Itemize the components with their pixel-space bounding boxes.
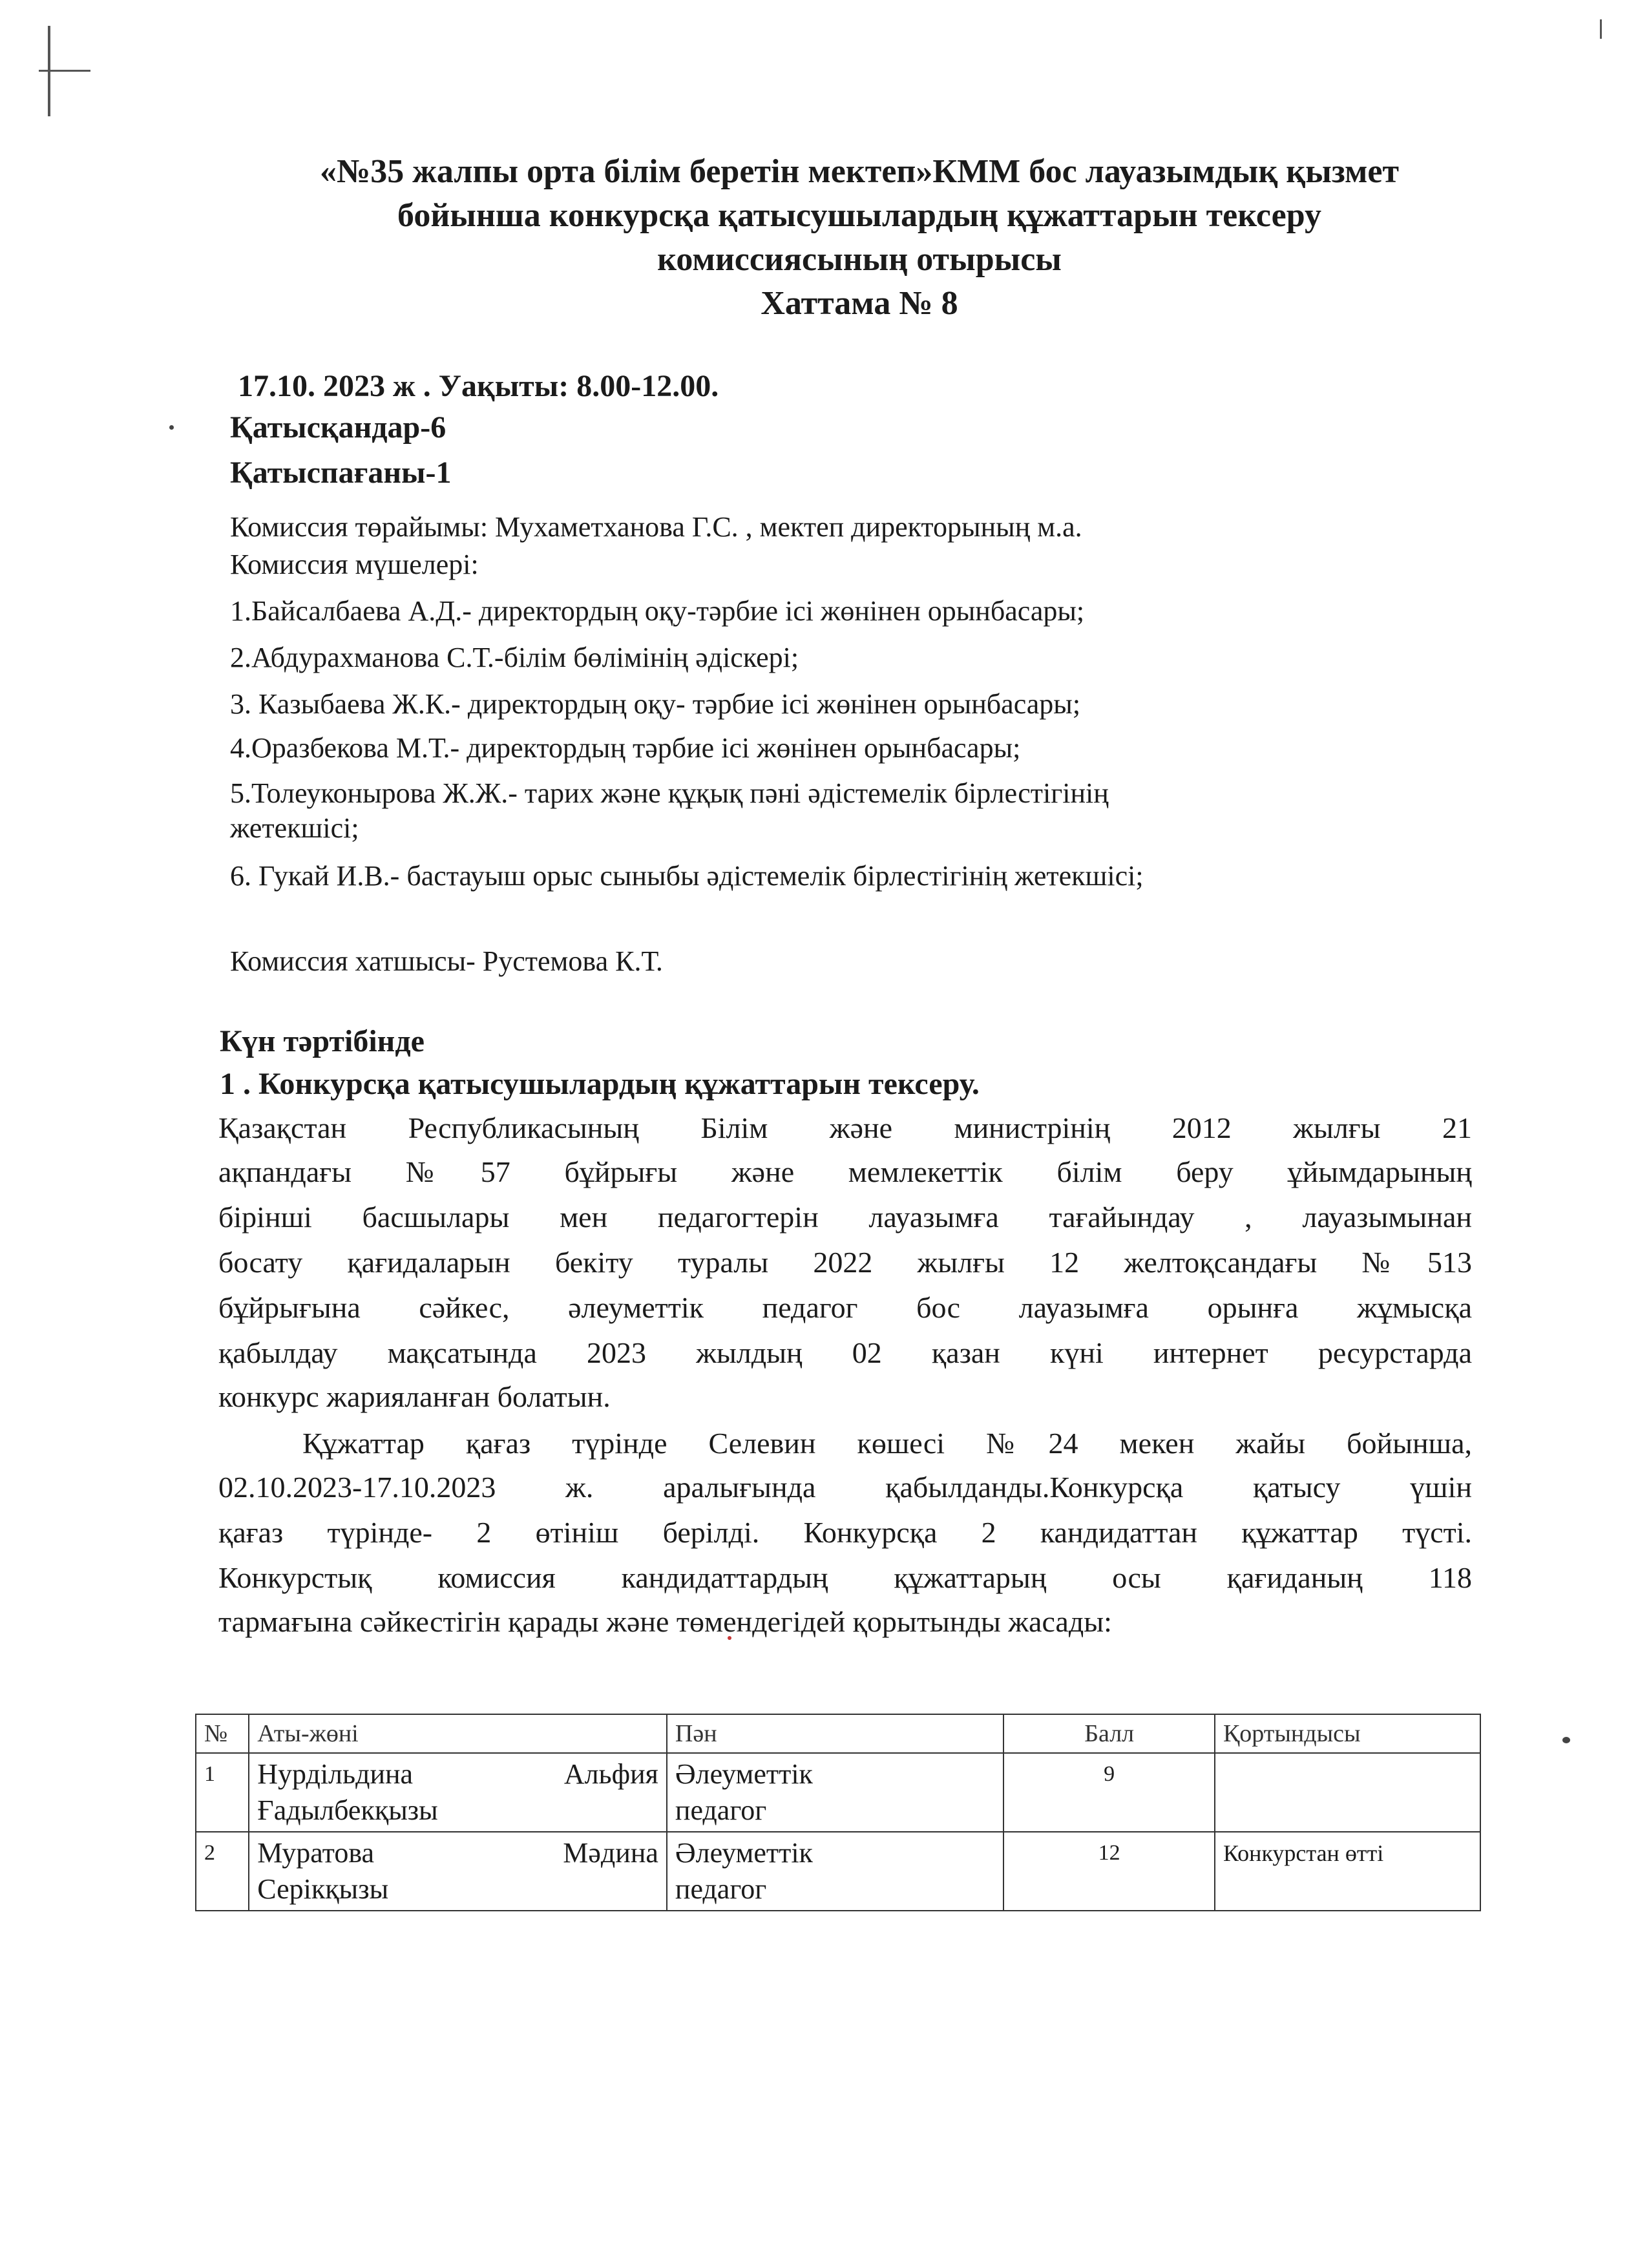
results-table bbox=[195, 1714, 1481, 1911]
name-first: Муратова bbox=[257, 1837, 375, 1869]
row-name bbox=[249, 1832, 667, 1911]
title-line-1: «№35 жалпы орта білім беретін мектеп»КММ бос лауазымдық қызмет bbox=[319, 153, 1400, 190]
member-6: 6. Гукай И.В.- бастауыш орыс сыныбы әдістемелік бірлестігінің жетекшісі; bbox=[230, 860, 1144, 892]
header-score: Балл bbox=[1003, 1714, 1215, 1753]
name-line-2: Серікқызы bbox=[257, 1873, 389, 1905]
scan-mark-horizontal bbox=[39, 70, 90, 72]
agenda-item: 1 . Конкурсқа қатысушылардың құжаттарын тексеру. bbox=[220, 1067, 980, 1101]
paragraph1-line-2: ақпандағы №57 бұйрығы және мемлекеттік білім беру ұйымдарының bbox=[218, 1155, 1472, 1188]
name-line-1 bbox=[257, 1756, 658, 1792]
subject-line-1: Әлеуметтік bbox=[675, 1758, 813, 1790]
row-name bbox=[249, 1753, 667, 1832]
name-second: Альфия bbox=[563, 1758, 658, 1790]
subject-line-2: педагог bbox=[675, 1873, 767, 1905]
subject-line-2: педагог bbox=[675, 1794, 767, 1826]
member-3: 3. Казыбаева Ж.К.- директордың оқу- тәрбие ісі жөнінен орынбасары; bbox=[230, 688, 1081, 720]
row-score: 12 bbox=[1003, 1832, 1215, 1911]
header-name: Аты-жөні bbox=[249, 1714, 667, 1753]
member-5: 5.Толеуконырова Ж.Ж.- тарих және құқық пәні әдістемелік бірлестігінің bbox=[230, 777, 1109, 809]
paragraph2-line-1: Құжаттар қағаз түрінде Селевин көшесі №24 мекен жайы бойынша, bbox=[302, 1427, 1472, 1460]
document-title bbox=[194, 150, 1525, 326]
row-score: 9 bbox=[1003, 1753, 1215, 1832]
table-row bbox=[196, 1753, 1480, 1832]
paragraph1-line-4: босату қағидаларын бекіту туралы 2022 жылғы 12 желтоқсандағы №513 bbox=[218, 1246, 1472, 1279]
header-subject: Пән bbox=[667, 1714, 1003, 1753]
title-line-2: бойынша конкурсқа қатысушылардың құжаттарын тексеру bbox=[397, 197, 1321, 234]
title-line-3: комиссиясының отырысы bbox=[657, 241, 1062, 278]
protocol-number: Хаттама № 8 bbox=[761, 285, 958, 322]
commission-chair: Комиссия төрайымы: Мухаметханова Г.С. , мектеп директорының м.а. bbox=[230, 511, 1082, 543]
paragraph1-line-6: қабылдау мақсатында 2023 жылдың 02 қазан күні интернет ресурстарда bbox=[218, 1336, 1472, 1369]
paragraph1-line-3: бірінші басшылары мен педагогтерін лауазымға тағайындау , лауазымынан bbox=[218, 1201, 1472, 1234]
name-line-2: Ғадылбекқызы bbox=[257, 1794, 438, 1826]
row-result bbox=[1215, 1753, 1480, 1832]
member-4: 4.Оразбекова М.Т.- директордың тәрбие ісі жөнінен орынбасары; bbox=[230, 732, 1021, 764]
row-number: 1 bbox=[196, 1753, 249, 1832]
commission-secretary: Комиссия хатшысы- Рустемова К.Т. bbox=[230, 945, 663, 977]
table-header-row bbox=[196, 1714, 1480, 1753]
paragraph1-line-7: конкурс жарияланған болатын. bbox=[218, 1380, 611, 1413]
header-number: № bbox=[196, 1714, 249, 1753]
row-subject bbox=[667, 1753, 1003, 1832]
absent-count: Қатыспағаны-1 bbox=[230, 456, 452, 490]
paragraph2-line-4: Конкурстық комиссия кандидаттардың құжаттарың осы қағиданың 118 bbox=[218, 1561, 1472, 1594]
paragraph2-line-3: қағаз түрінде- 2 өтініш берілді. Конкурсқа 2 кандидаттан құжаттар түсті. bbox=[218, 1516, 1472, 1549]
paragraph2-line-5: тармағына сәйкестігін қарады және төмендегідей қорытынды жасады: bbox=[218, 1605, 1112, 1638]
name-second: Мәдина bbox=[563, 1837, 658, 1869]
row-result: Конкурстан өтті bbox=[1215, 1832, 1480, 1911]
member-1: 1.Байсалбаева А.Д.- директордың оқу-тәрбие ісі жөнінен орынбасары; bbox=[230, 595, 1085, 627]
name-line-1 bbox=[257, 1835, 658, 1871]
row-number: 2 bbox=[196, 1832, 249, 1911]
row-subject bbox=[667, 1832, 1003, 1911]
date-time: 17.10. 2023 ж . Уақыты: 8.00-12.00. bbox=[238, 369, 719, 403]
paragraph1-line-5: бұйрығына сәйкес, әлеуметтік педагог бос лауазымға орынға жұмысқа bbox=[218, 1291, 1472, 1324]
header-result: Қортындысы bbox=[1215, 1714, 1480, 1753]
margin-dot-right bbox=[1562, 1737, 1570, 1743]
name-first: Нурдільдина bbox=[257, 1758, 414, 1790]
paragraph2-line-2: 02.10.2023-17.10.2023 ж. аралығында қабылданды.Конкурсқа қатысу үшін bbox=[218, 1471, 1472, 1504]
margin-dot bbox=[169, 425, 174, 430]
table-row bbox=[196, 1832, 1480, 1911]
subject-line-1: Әлеуметтік bbox=[675, 1837, 813, 1869]
scan-mark-top-right bbox=[1600, 19, 1602, 39]
member-5-cont: жетекшісі; bbox=[230, 812, 359, 844]
agenda-label: Күн тәртібінде bbox=[220, 1024, 425, 1058]
present-count: Қатысқандар-6 bbox=[230, 410, 446, 445]
commission-members-label: Комиссия мүшелері: bbox=[230, 549, 479, 580]
member-2: 2.Абдурахманова С.Т.-білім бөлімінің әдіскері; bbox=[230, 642, 799, 673]
paragraph1-line-1: Қазақстан Республикасының Білім және министрінің 2012 жылғы 21 bbox=[218, 1111, 1472, 1144]
